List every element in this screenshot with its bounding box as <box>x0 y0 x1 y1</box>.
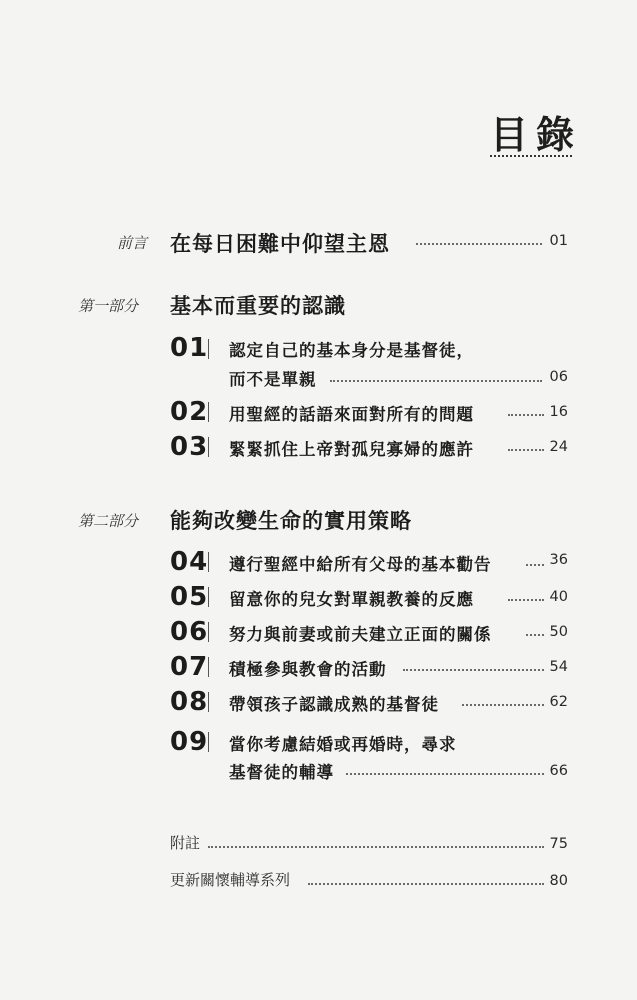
chapter-title: 遵行聖經中給所有父母的基本勸告 <box>229 555 492 574</box>
chapter-number: 02 <box>170 397 209 427</box>
chapter-title: 用聖經的話語來面對所有的問題 <box>229 405 474 424</box>
preface-label: 前言 <box>117 234 148 252</box>
chapter-leader <box>330 380 542 382</box>
series-leader <box>308 883 544 885</box>
chapter-divider <box>208 402 209 422</box>
chapter-number: 06 <box>170 617 209 647</box>
chapter-number: 09 <box>170 727 209 757</box>
chapter-title-line2: 基督徒的輔導 <box>229 763 334 782</box>
chapter-leader <box>346 773 544 775</box>
chapter-divider <box>208 692 209 712</box>
chapter-title: 緊緊抓住上帝對孤兒寡婦的應許 <box>229 440 474 459</box>
preface-page: 01 <box>549 233 568 249</box>
part1-label: 第一部分 <box>78 297 139 315</box>
chapter-number: 04 <box>170 547 209 577</box>
chapter-page: 66 <box>549 763 568 779</box>
chapter-page: 54 <box>549 659 568 675</box>
chapter-title: 留意你的兒女對單親教養的反應 <box>229 590 474 609</box>
chapter-divider <box>208 552 209 572</box>
notes-leader <box>208 846 544 848</box>
chapter-page: 36 <box>549 552 568 568</box>
chapter-page: 24 <box>549 439 568 455</box>
page-title: 目錄 <box>490 113 583 157</box>
chapter-leader <box>403 669 544 671</box>
title-underline <box>490 155 572 157</box>
part2-title: 能夠改變生命的實用策略 <box>170 509 412 533</box>
chapter-title: 努力與前妻或前夫建立正面的關係 <box>229 625 492 644</box>
chapter-number: 01 <box>170 333 209 363</box>
chapter-title: 帶領孩子認識成熟的基督徒 <box>229 695 439 714</box>
chapter-number: 03 <box>170 432 209 462</box>
chapter-divider <box>208 622 209 642</box>
preface-leader <box>416 243 542 245</box>
part2-label: 第二部分 <box>78 512 139 530</box>
chapter-number: 05 <box>170 582 209 612</box>
chapter-title: 積極參與教會的活動 <box>229 660 387 679</box>
notes-title: 附註 <box>170 834 201 852</box>
chapter-title-line1: 認定自己的基本身分是基督徒， <box>229 341 474 360</box>
part1-title: 基本而重要的認識 <box>170 294 346 318</box>
chapter-title-line2: 而不是單親 <box>229 370 317 389</box>
chapter-number: 07 <box>170 652 209 682</box>
notes-page: 75 <box>549 836 568 852</box>
chapter-number: 08 <box>170 687 209 717</box>
chapter-title-line1: 當你考慮結婚或再婚時，尋求 <box>229 735 457 754</box>
chapter-page: 40 <box>549 589 568 605</box>
chapter-leader <box>462 704 544 706</box>
chapter-page: 62 <box>549 694 568 710</box>
chapter-page: 16 <box>549 404 568 420</box>
chapter-page: 06 <box>549 369 568 385</box>
chapter-divider <box>208 657 209 677</box>
chapter-divider <box>208 339 209 359</box>
series-page: 80 <box>549 873 568 889</box>
chapter-divider <box>208 732 209 752</box>
preface-title: 在每日困難中仰望主恩 <box>170 232 390 256</box>
series-title: 更新關懷輔導系列 <box>170 871 291 889</box>
chapter-divider <box>208 437 209 457</box>
chapter-divider <box>208 587 209 607</box>
chapter-page: 50 <box>549 624 568 640</box>
